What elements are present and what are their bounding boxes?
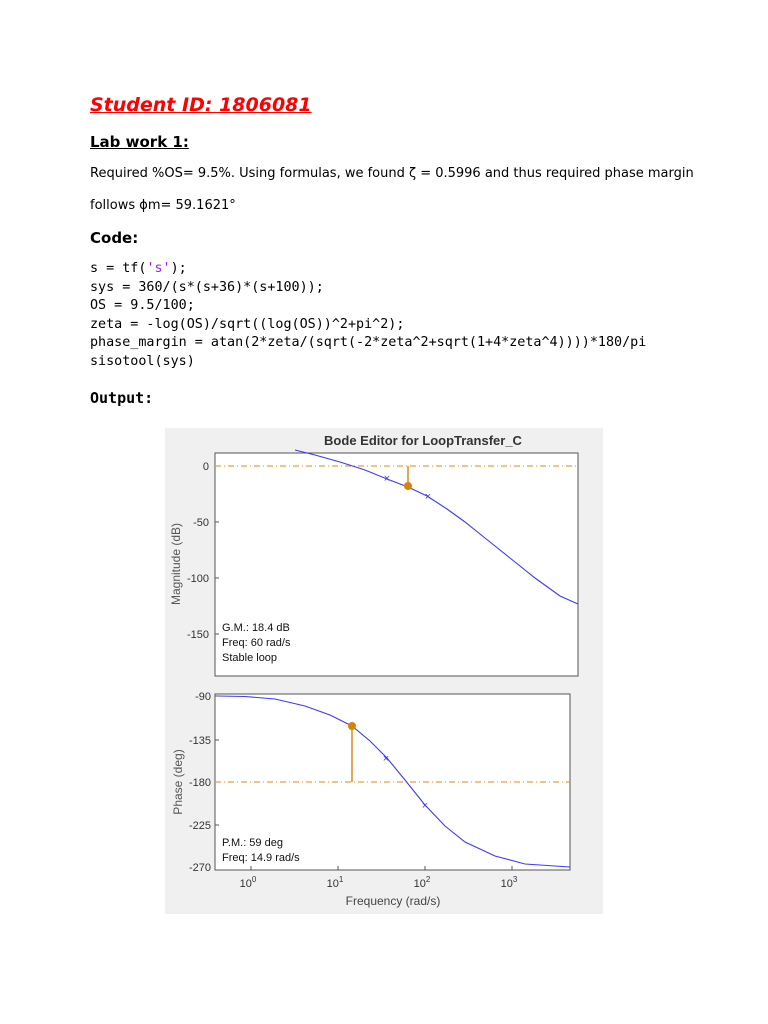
gm-info-1: G.M.: 18.4 dB — [222, 622, 290, 634]
xtick-2: $10^2$ — [413, 875, 431, 890]
code-line-6: sisotool(sys) — [90, 353, 195, 369]
phase-ytick-4: -270 — [188, 862, 211, 874]
code-text: ); — [170, 261, 187, 276]
figure-title: Bode Editor for LoopTransfer_C — [324, 433, 522, 448]
code-text: s = tf( — [90, 261, 147, 276]
gm-info-2: Freq: 60 rad/s — [222, 637, 291, 649]
phase-margin-marker[interactable] — [348, 722, 356, 730]
code-line-1 — [90, 260, 646, 279]
code-string-literal: 's' — [146, 261, 171, 276]
xtick-1: $10^1$ — [326, 875, 344, 890]
paragraph-line-1: Required %OS= 9.5%. Using formulas, we found ζ = 0.5996 and thus required phase margin — [90, 166, 694, 181]
output-heading: Output: — [90, 389, 154, 407]
frequency-xlabel: Frequency (rad/s) — [345, 894, 441, 908]
magnitude-ylabel: Magnitude (dB) — [169, 522, 183, 606]
pole-marker-icon: × — [421, 800, 429, 812]
mag-ytick-2: -100 — [186, 573, 209, 585]
bode-editor-figure — [165, 428, 603, 914]
pm-info-1: P.M.: 59 deg — [222, 837, 283, 849]
xtick-0: $10^0$ — [239, 875, 257, 890]
pole-marker-icon: × — [424, 491, 432, 503]
phase-ytick-3: -225 — [188, 820, 211, 832]
code-block — [90, 260, 646, 372]
phase-ytick-0: -90 — [195, 691, 211, 703]
code-line-3: OS = 9.5/100; — [90, 298, 195, 314]
phase-ylabel: Phase (deg) — [171, 749, 185, 815]
code-line-5: phase_margin = atan(2*zeta/(sqrt(-2*zeta^2+sqrt(1+4*zeta^4))))*180/pi — [90, 335, 647, 351]
pole-marker-icon: × — [383, 473, 391, 485]
student-id-heading: Student ID: 1806081 — [90, 94, 312, 116]
bode-plot-svg — [165, 428, 603, 914]
code-line-2: sys = 360/(s*(s+36)*(s+100)); — [90, 279, 324, 295]
pm-info-2: Freq: 14.9 rad/s — [222, 852, 300, 864]
mag-ytick-0: 0 — [202, 461, 209, 473]
mag-ytick-1: -50 — [193, 517, 209, 529]
phase-ytick-1: -135 — [188, 735, 211, 747]
code-heading: Code: — [90, 229, 139, 247]
code-line-4: zeta = -log(OS)/sqrt((log(OS))^2+pi^2); — [90, 316, 405, 332]
xtick-3: $10^3$ — [500, 875, 518, 890]
lab-work-heading: Lab work 1: — [90, 133, 189, 151]
mag-ytick-3: -150 — [186, 629, 209, 641]
phase-ytick-2: -180 — [188, 777, 211, 789]
paragraph-line-2: follows ϕm= 59.1621° — [90, 198, 236, 213]
gain-margin-marker[interactable] — [404, 482, 412, 490]
pole-marker-icon: × — [382, 753, 390, 765]
gm-info-3: Stable loop — [222, 652, 278, 664]
